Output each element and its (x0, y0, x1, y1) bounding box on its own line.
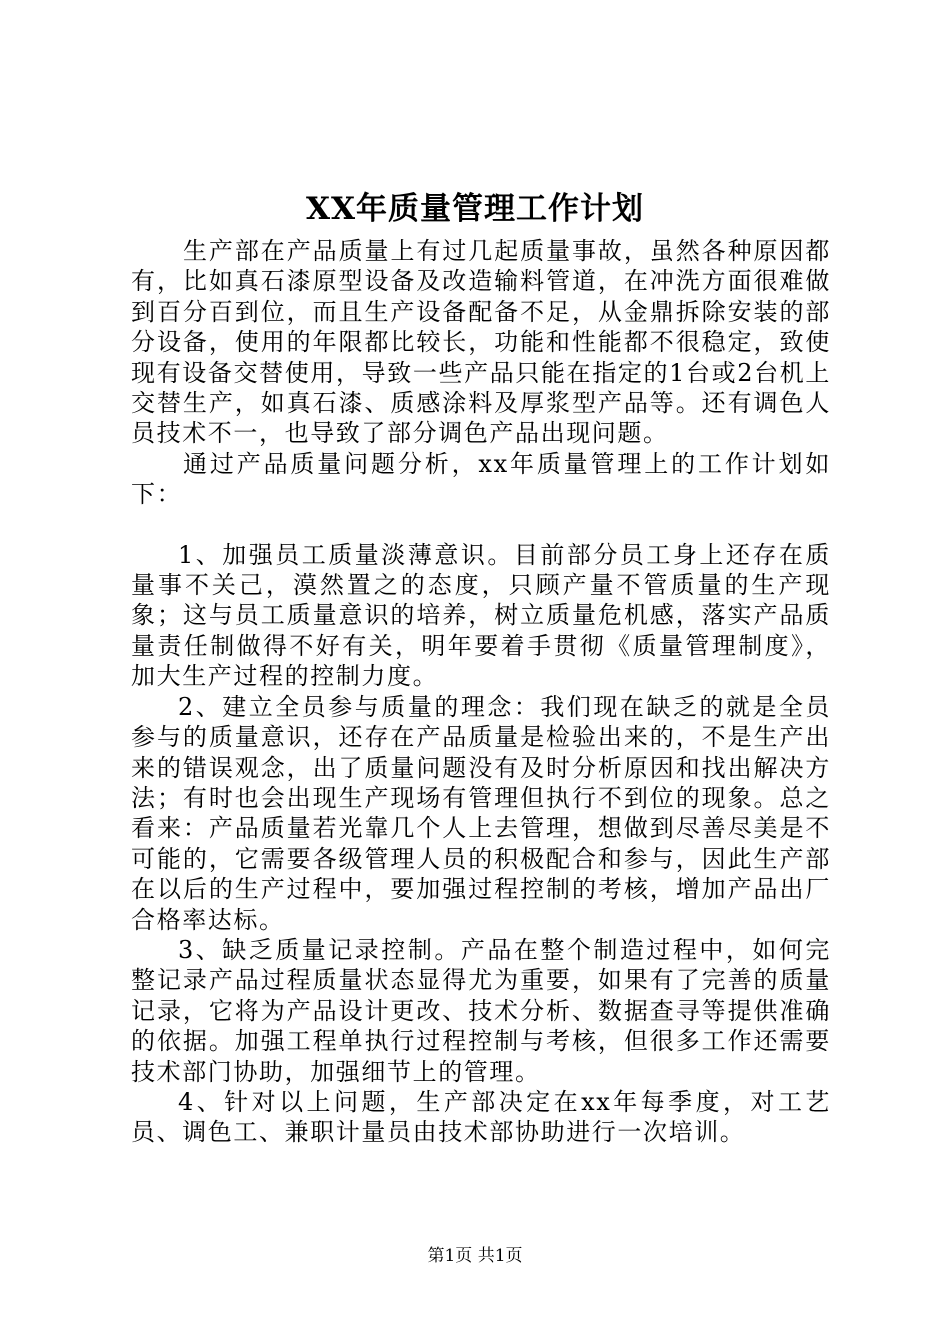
paragraph-spacer (131, 510, 831, 540)
plan-item-4: 4、针对以上问题，生产部决定在xx年每季度，对工艺员、调色工、兼职计量员由技术部协助进行一次培训。 (131, 1087, 831, 1147)
document-title: XX年质量管理工作计划 (305, 191, 645, 227)
plan-item-3: 3、缺乏质量记录控制。产品在整个制造过程中，如何完整记录产品过程质量状态显得尤为重要，如果有了完善的质量记录，它将为产品设计更改、技术分析、数据查寻等提供准确的依据。加强工程单执行过程控制与考核，但很多工作还需要技术部门协助，加强细节上的管理。 (131, 935, 831, 1086)
intro-paragraph: 生产部在产品质量上有过几起质量事故，虽然各种原因都有，比如真石漆原型设备及改造输料管道，在冲洗方面很难做到百分百到位，而且生产设备配备不足，从金鼎拆除安装的部分设备，使用的年限都比较长，功能和性能都不很稳定，致使现有设备交替使用，导致一些产品只能在指定的1台或2台机上交替生产，如真石漆、质感涂料及厚浆型产品等。还有调色人员技术不一，也导致了部分调色产品出现问题。 (131, 237, 831, 448)
plan-lead-paragraph: 通过产品质量问题分析，xx年质量管理上的工作计划如下： (131, 449, 831, 509)
plan-item-1: 1、加强员工质量淡薄意识。目前部分员工身上还存在质量事不关己，漠然置之的态度，只顾产量不管质量的生产现象；这与员工质量意识的培养，树立质量危机感，落实产品质量责任制做得不好有关，明年要着手贯彻《质量管理制度》，加大生产过程的控制力度。 (131, 540, 831, 691)
page-footer: 第1页 共1页 (427, 1246, 523, 1266)
plan-item-2: 2、建立全员参与质量的理念：我们现在缺乏的就是全员参与的质量意识，还存在产品质量是检验出来的，不是生产出来的错误观念，出了质量问题没有及时分析原因和找出解决方法；有时也会出现生产现场有管理但执行不到位的现象。总之看来：产品质量若光靠几个人上去管理，想做到尽善尽美是不可能的，它需要各级管理人员的积极配合和参与，因此生产部在以后的生产过程中，要加强过程控制的考核，增加产品出厂合格率达标。 (131, 692, 831, 934)
document-body (131, 236, 831, 1148)
